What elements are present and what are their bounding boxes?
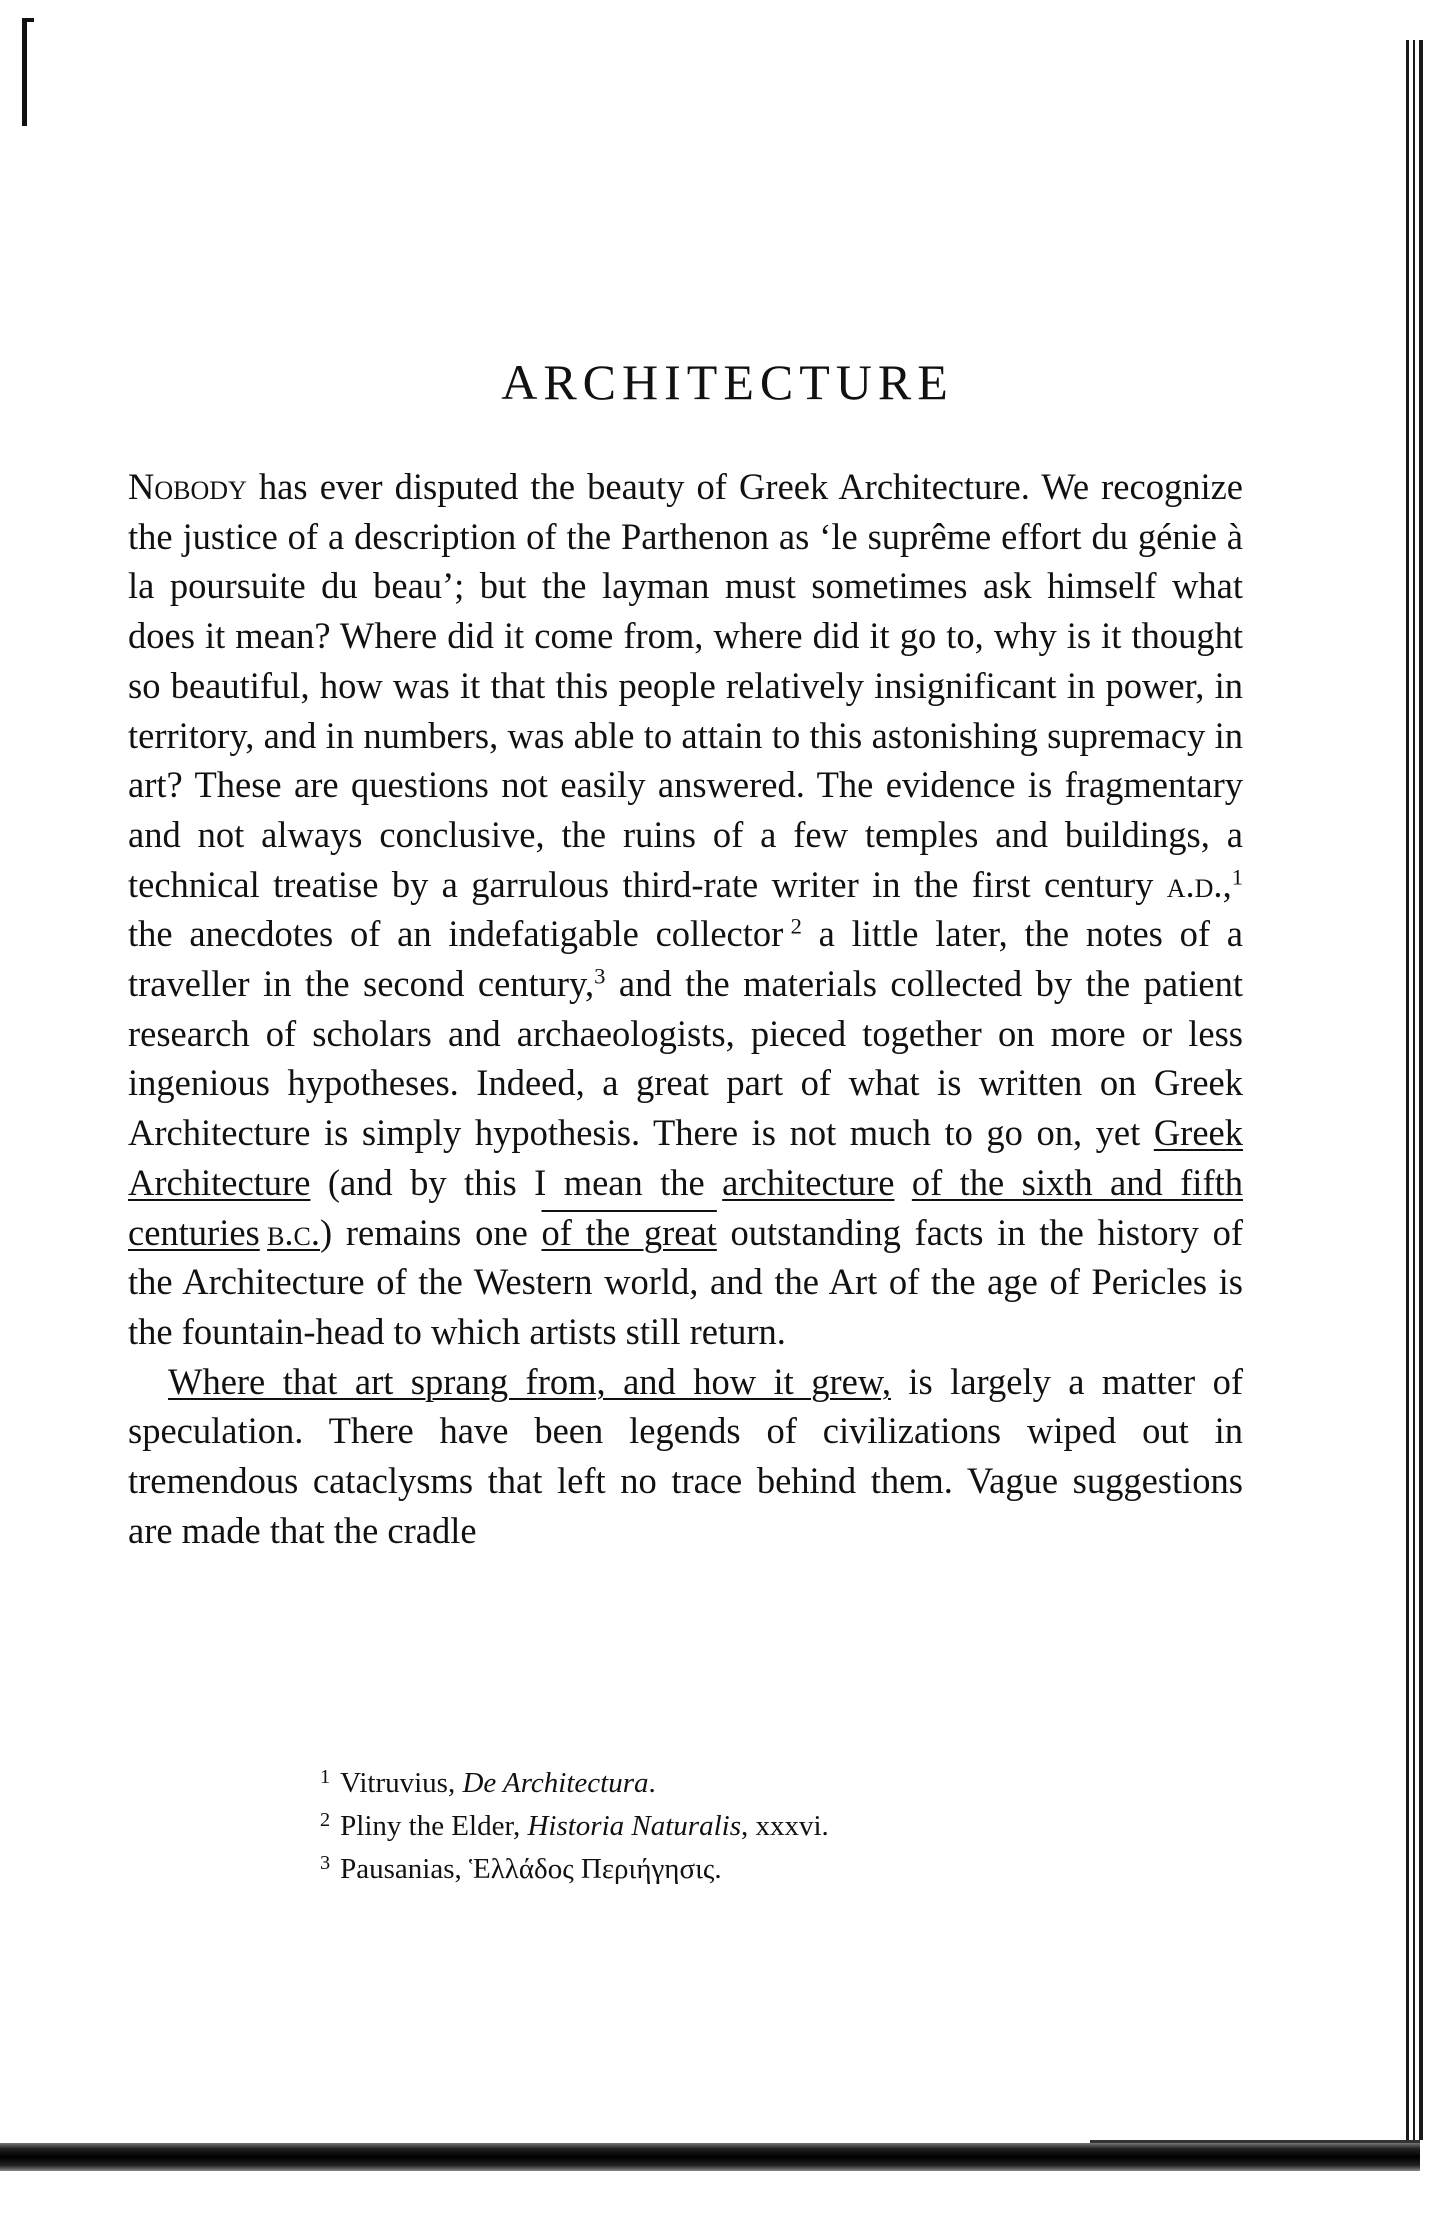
text-run: is largely a matter of speculation. There have been legends of civilizations wiped out in tremendous cataclysms that left no trace behind them. Vague suggestions are made that the cradle [128,1360,1244,1551]
footnote-number: 1 [320,1765,331,1788]
footnote [320,1848,1220,1891]
footnote-author: Vitruvius, [340,1767,463,1799]
paragraph [128,462,1243,1357]
text-run: has ever disputed the beauty of Greek Architecture. We recognize the justice of a description of the Parthenon as ‘le suprême effort du génie à la poursuite du beau’; but the layman must sometimes ask himself what does it mean? Where did it come from, where did it go to, why is it thought so beautiful, how was it that this people relatively insignificant in power, in territory, and in numbers, was able to attain to this astonishing supremacy in art? These are questions not easily answered. The evidence is fragmentary and not always conclusive, the ruins of a few temples and buildings, a technical treatise by a garrulous third-rate writer in the first century [128,466,1243,905]
lead-word: Nobody [128,466,247,507]
text-run: a little later, the notes of a traveller in the second century, [128,913,1243,1005]
footnote-work: De Architectura [462,1767,649,1799]
text-run: the anecdotes of an indefatigable collector [128,913,784,955]
footnote-ref: 1 [1231,864,1243,890]
era-abbrev: a.d. [1166,863,1223,905]
scan-bottom-edge [0,2143,1420,2171]
footnote-ref: 3 [594,963,606,989]
footnote-tail: , xxxvi. [740,1810,829,1842]
footnote-number: 3 [320,1851,331,1874]
text-run: , [1222,863,1232,905]
footnote-work: Historia Naturalis [527,1810,741,1842]
paragraph [128,1357,1243,1556]
footnotes [320,1762,1220,1891]
text-run [894,1162,911,1203]
footnote-author: Pausanias, [340,1853,470,1885]
underlined-phrase: Where that art sprang from, and how it grew, [168,1360,891,1402]
footnote-tail: . [648,1767,656,1799]
marked-phrase: of the great [541,1211,717,1253]
footnote [320,1805,1220,1848]
underlined-phrase: of the sixth and fifth centuries [128,1161,1243,1253]
underlined-phrase: Greek Architecture [128,1112,1243,1203]
scan-edge-bracket [22,18,27,126]
underlined-phrase: architecture [722,1161,895,1203]
footnote [320,1762,1220,1805]
footnote-tail: Ἑλλάδος Περιήγησις. [469,1853,722,1885]
footnote-number: 2 [320,1808,331,1831]
chapter-title: ARCHITECTURE [501,354,954,410]
text-run: (and by this I mean the [310,1161,723,1203]
era-abbrev: b.c. [267,1211,320,1253]
footnote-ref: 2 [790,913,802,939]
text-run: and the materials collected by the patient research of scholars and archaeologists, pieced together on more or less ingenious hypotheses. Indeed, a great part of what is written on Greek Architecture is simply hypothesis. There is not much to go on, yet [128,963,1243,1154]
body-text [128,462,1243,1555]
text-run: ) remains one [320,1211,542,1253]
text-run: outstanding facts in the history of the Architecture of the Western world, and the Art of the age of Pericles is the fountain-head to which artists still return. [128,1211,1243,1352]
footnote-author: Pliny the Elder, [340,1810,528,1842]
